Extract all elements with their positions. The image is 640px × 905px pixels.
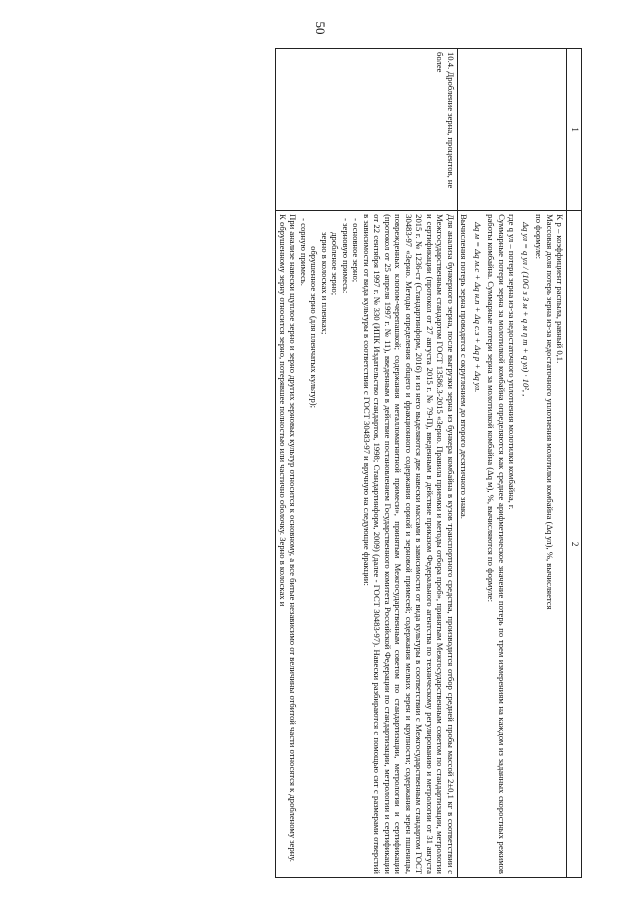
page-number: 50 [313, 21, 328, 35]
row2-parameter-cell: 10.4. Дробление зерна, процентов, не более [276, 49, 457, 211]
list-item: обрушенное зерно (для пленчатых культур); [309, 246, 320, 408]
list-item: дробленое зерно; [330, 232, 341, 296]
list-item: зерно в колосках и пленках; [319, 232, 330, 335]
fractions-list [298, 218, 361, 874]
row2-method-cell [276, 211, 457, 878]
hulled-grain-rule: К обрушенному зерну относится зерно, потерявшее полностью или частично оболочку. Зерно в колосках и [277, 214, 288, 607]
rounding-note: Вычисления потерь зерна проводятся с округлением до второго десятичного знака. [459, 214, 470, 519]
column-number-row [567, 49, 582, 878]
table-row [457, 49, 566, 878]
list-item: - зерновую примесь: [340, 218, 351, 294]
total-loss-formula: Δq м = Δq м.с + Δq н.п + Δq с.з + Δq р + Δq ул. [472, 222, 483, 393]
seal-loss-definition: Массовая доля потерь зерна из-за недостаточного уплотнения молотилки комбайна (Δq ул), %, вычисляется [544, 214, 555, 610]
list-item: - сорную примесь. [298, 218, 309, 286]
seal-loss-formula: Δq ул = q ул / (10G з З м + q м η т + q ул) · 10², , [520, 222, 531, 397]
list-item: - основное зерно; [351, 218, 362, 283]
row1-method-cell [457, 211, 566, 878]
rotated-document-page [40, 48, 582, 878]
table-row [276, 49, 457, 878]
row1-parameter-cell [457, 49, 566, 211]
broken-grain-rule: При анализе навески щуплое зерно и зерно других зерновых культур относится к основному, а все битые независимо от величины отбитой части относятся к дробленому зерну. [288, 214, 299, 862]
grain-analysis-paragraph: Для анализа бункерного зерна, после выгрузки зерна из бункера комбайна в кузов транспортного средства, производится отбор средней пробы массой 2±0,1 кг в соответствии с Межгосударственным стандартом ГОСТ 13586.3-2015 «Зерно. Правила приемки и методы отбора проб», принятым Межгосударственным советом по стандартизации, метрологии и сертификации (протокол от 27 августа 2015 г. № 79-П), введенным в действие приказом Федерального агентства по техническому регулированию и метрологии от 31 августа 2015 г. № 1236-ст (Стандартинформ, 2016) и из него выделяются две навески массами в зависимости от вида культуры в соответствии с Межгосударственным стандартом ГОСТ 30483-97 «Зерно. Методы определения общего и фракционного содержания сорной и зерновой примесей; содержания мелких зерен и крупности; содержания зерен пшеницы, поврежденных клопом-черепашкой; содержания металломагнитной примеси», принятым Межгосударственным советом по стандартизации, метрологии и сертификации (протокол от 25 апреля 1997 г. № 11), введенным в действие постановлением Государственного комитета Российской Федерации по стандартизации, метрологии и сертификации от 22 сентября 1997 г. № 330 (ИПК Издательство стандартов, 1998; Стандартинформ, 2009) (далее - ГОСТ 30483-97). Навески разбираются с помощью сит с размерами отверстий в зависимости от вида культуры в соответствии с ГОСТ 30483-97 и вручную на следующие фракции: [361, 214, 456, 874]
column-number-2: 2 [567, 211, 582, 878]
formula-legend: где q ул – потери зерна из-за недостаточного уплотнения молотилки комбайна, г. [507, 214, 518, 510]
total-loss-paragraph: Суммарные потери зерна за молотилкой комбайна определяются как среднее арифметическое значение потерь по трем измерениям на каждом из заданных скоростных режимов работы комбайна. Суммарные потери зерна за молотилкой комбайна (Δq м), %, вычисляются по формуле: [486, 214, 507, 874]
formula-intro: по формуле: [534, 214, 545, 260]
column-number-1: 1 [567, 49, 582, 211]
spread-coefficient-text: K p – коэффициент распыла, равный 0,1. [555, 214, 565, 364]
requirements-table [275, 48, 582, 878]
